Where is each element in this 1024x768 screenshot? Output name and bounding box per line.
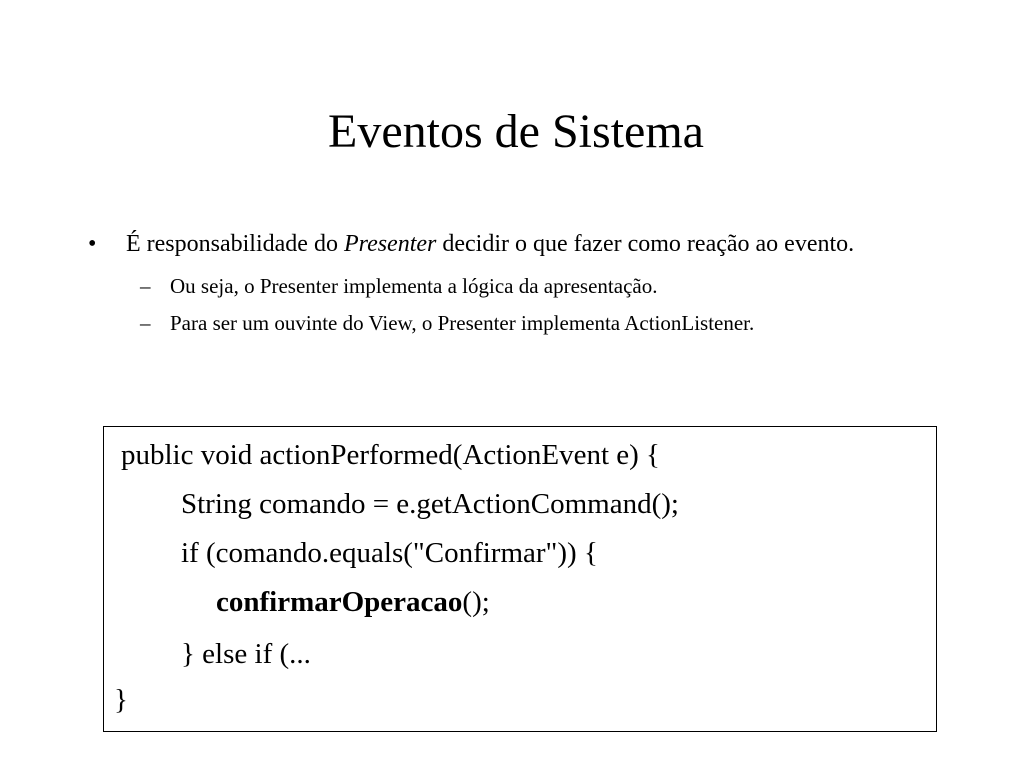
sub-bullet-list: [88, 268, 988, 342]
code-bold-method-name: confirmarOperacao: [216, 586, 463, 618]
sub-bullet-text: Para ser um ouvinte do View, o Presenter implementa ActionListener.: [170, 311, 755, 335]
bullet-text-start: É responsabilidade do: [126, 231, 344, 257]
code-line-if-confirmar: if (comando.equals("Confirmar")) {: [181, 537, 598, 569]
code-line-closing-brace: }: [114, 684, 128, 716]
sub-bullet-text: Ou seja, o Presenter implementa a lógica da apresentação.: [170, 274, 658, 298]
bullet-text-italic: Presenter: [343, 231, 437, 257]
sub-bullet-marker: –: [140, 274, 151, 298]
code-line-confirmar-call: [216, 582, 490, 622]
slide-title: Eventos de Sistema: [328, 105, 704, 158]
sub-bullet-marker: –: [140, 311, 151, 335]
code-line-method-signature: public void actionPerformed(ActionEvent e) {: [121, 439, 660, 471]
bullet-marker: •: [88, 231, 97, 257]
code-line-else-if: } else if (...: [181, 638, 311, 670]
code-call-suffix: ();: [462, 586, 490, 618]
code-line-get-command: String comando = e.getActionCommand();: [181, 488, 679, 520]
code-block: [103, 426, 937, 732]
sub-bullet-item: [140, 305, 988, 342]
bullet-list: [88, 228, 988, 342]
sub-bullet-item: [140, 268, 988, 305]
bullet-item-responsibility: [88, 228, 988, 260]
bullet-text-end: decidir o que fazer como reação ao evento.: [436, 231, 855, 257]
